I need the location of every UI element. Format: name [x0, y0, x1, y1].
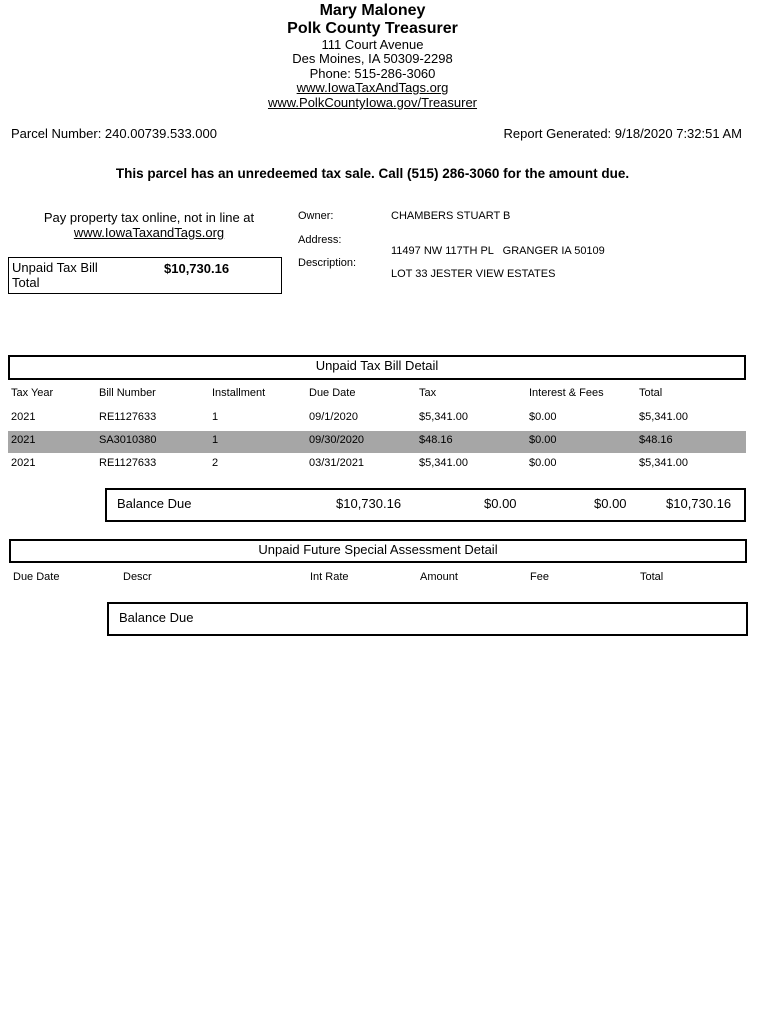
- pay-online-link[interactable]: www.IowaTaxandTags.org: [73, 225, 225, 240]
- office-street: 111 Court Avenue: [321, 37, 424, 52]
- table-row-2-due: 09/30/2020: [309, 434, 365, 446]
- sa-col-due-date: Due Date: [13, 571, 60, 583]
- col-interest-fees: Interest & Fees: [529, 387, 604, 399]
- table-row-2-tax: $48.16: [419, 434, 453, 446]
- balance-due-tax: $10,730.16: [336, 496, 402, 511]
- table-row-3-installment: 2: [212, 457, 219, 469]
- table-row-2-total: $48.16: [639, 434, 673, 446]
- table-row-1-due: 09/1/2020: [309, 411, 358, 423]
- owner-value: CHAMBERS STUART B: [391, 210, 511, 222]
- table-row-1-total: $5,341.00: [639, 411, 688, 423]
- report-generated: Report Generated: 9/18/2020 7:32:51 AM: [503, 126, 742, 141]
- table-row-3-due: 03/31/2021: [309, 457, 365, 469]
- sa-col-fee: Fee: [530, 571, 549, 583]
- table-row-1-tax: $5,341.00: [419, 411, 468, 423]
- table-row-3-total: $5,341.00: [639, 457, 688, 469]
- owner-label: Owner:: [298, 210, 334, 222]
- table-row-3-tax: $5,341.00: [419, 457, 468, 469]
- special-assessment-title: Unpaid Future Special Assessment Detail: [258, 542, 498, 557]
- table-row-1-installment: 1: [212, 411, 219, 423]
- table-row-2-installment: 1: [212, 434, 219, 446]
- office-city: Des Moines, IA 50309-2298: [292, 51, 453, 66]
- treasurer-name: Mary Maloney: [319, 2, 426, 19]
- table-row-1-bill: RE1127633: [99, 411, 157, 423]
- address-value: 11497 NW 117TH PL GRANGER IA 50109: [391, 245, 605, 257]
- balance-due-interest: $0.00: [484, 496, 517, 511]
- parcel-number: Parcel Number: 240.00739.533.000: [11, 126, 217, 141]
- table-row-2-bill: SA3010380: [99, 434, 157, 446]
- office-title: Polk County Treasurer: [287, 20, 458, 37]
- balance-due-total: $10,730.16: [666, 496, 732, 511]
- address-label: Address:: [298, 234, 342, 246]
- treasurer-website-link[interactable]: www.PolkCountyIowa.gov/Treasurer: [267, 95, 478, 110]
- description-label: Description:: [298, 257, 357, 269]
- table-row-2-interest: $0.00: [529, 434, 557, 446]
- tax-detail-title: Unpaid Tax Bill Detail: [315, 358, 439, 373]
- pay-online-text: Pay property tax online, not in line at: [43, 210, 255, 225]
- table-row-3-interest: $0.00: [529, 457, 557, 469]
- unpaid-total-amount: $10,730.16: [164, 261, 230, 276]
- unpaid-total-label-line2: Total: [12, 275, 40, 290]
- table-row-3-year: 2021: [11, 457, 36, 469]
- table-row-1-year: 2021: [11, 411, 36, 423]
- sa-col-int-rate: Int Rate: [310, 571, 349, 583]
- col-installment: Installment: [212, 387, 266, 399]
- col-tax-year: Tax Year: [11, 387, 54, 399]
- balance-due-fees: $0.00: [594, 496, 627, 511]
- balance-due-box: [105, 488, 746, 522]
- sa-col-amount: Amount: [420, 571, 458, 583]
- table-row-3-bill: RE1127633: [99, 457, 157, 469]
- col-total: Total: [639, 387, 663, 399]
- balance-due-label: Balance Due: [117, 496, 192, 511]
- col-bill-number: Bill Number: [99, 387, 156, 399]
- table-row-1-interest: $0.00: [529, 411, 557, 423]
- sa-balance-due-label: Balance Due: [119, 610, 194, 625]
- unpaid-total-label-line1: Unpaid Tax Bill: [12, 260, 98, 275]
- col-due-date: Due Date: [309, 387, 356, 399]
- sa-col-descr: Descr: [123, 571, 152, 583]
- sa-col-total: Total: [640, 571, 664, 583]
- table-row-2-year: 2021: [11, 434, 36, 446]
- description-value: LOT 33 JESTER VIEW ESTATES: [391, 268, 556, 280]
- office-phone: Phone: 515-286-3060: [309, 66, 436, 81]
- tax-website-link[interactable]: www.IowaTaxAndTags.org: [296, 80, 449, 95]
- col-tax: Tax: [419, 387, 437, 399]
- sa-balance-due-box: [107, 602, 748, 636]
- tax-sale-notice: This parcel has an unredeemed tax sale. Call (515) 286-3060 for the amount due.: [115, 166, 630, 181]
